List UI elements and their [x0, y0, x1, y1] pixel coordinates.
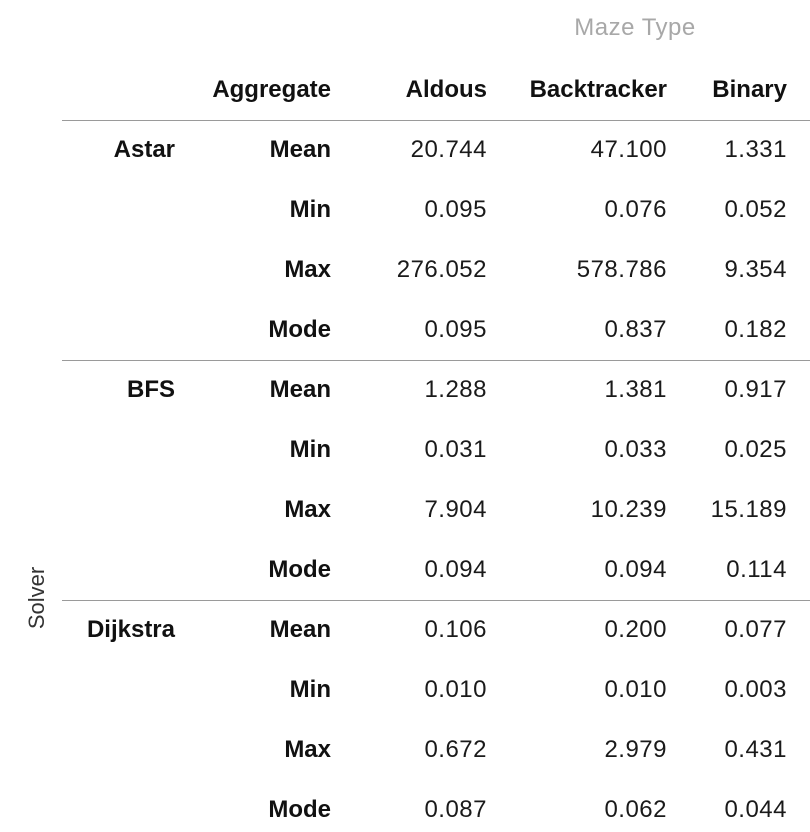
table-cell: 0.003	[724, 676, 787, 703]
table-cell: 15.189	[710, 496, 787, 523]
aggregate-label: Mode	[268, 316, 331, 343]
table-cell: 0.182	[724, 316, 787, 343]
aggregate-label: Mean	[269, 136, 331, 163]
table-cell: 0.672	[424, 736, 487, 763]
column-header-backtracker: Backtracker	[529, 76, 667, 103]
aggregate-label: Mean	[269, 616, 331, 643]
aggregate-label: Min	[289, 676, 331, 703]
table-cell: 0.010	[604, 676, 667, 703]
aggregate-label: Min	[289, 436, 331, 463]
table-cell: 0.106	[424, 616, 487, 643]
table-cell: 0.917	[724, 376, 787, 403]
group-divider	[62, 360, 810, 361]
table-cell: 9.354	[724, 256, 787, 283]
table-cell: 20.744	[410, 136, 487, 163]
table-cell: 0.025	[724, 436, 787, 463]
table-cell: 0.010	[424, 676, 487, 703]
table-cell: 0.062	[604, 796, 667, 823]
table-cell: 0.094	[604, 556, 667, 583]
table-cell: 0.095	[424, 196, 487, 223]
table-cell: 0.114	[726, 556, 787, 583]
aggregate-label: Max	[284, 736, 331, 763]
aggregate-label: Max	[284, 256, 331, 283]
group-divider	[62, 600, 810, 601]
header-divider	[62, 120, 810, 121]
table-cell: 0.033	[604, 436, 667, 463]
row-axis-title: Solver	[24, 566, 49, 630]
table-cell: 1.288	[424, 376, 487, 403]
table-cell: 0.076	[604, 196, 667, 223]
table-cell: 0.431	[724, 736, 787, 763]
table-cell: 1.381	[604, 376, 667, 403]
table-cell: 47.100	[590, 136, 667, 163]
table-cell: 0.837	[604, 316, 667, 343]
solver-label-astar: Astar	[113, 136, 175, 163]
table-cell: 0.087	[424, 796, 487, 823]
table-cell: 0.094	[424, 556, 487, 583]
aggregate-label: Mode	[268, 796, 331, 823]
table-cell: 2.979	[604, 736, 667, 763]
index-header: Aggregate	[212, 76, 331, 103]
table-cell: 0.200	[604, 616, 667, 643]
solver-label-bfs: BFS	[127, 376, 175, 403]
table-cell: 0.052	[724, 196, 787, 223]
table-cell: 0.077	[724, 616, 787, 643]
column-header-aldous: Aldous	[405, 76, 487, 103]
table-cell: 578.786	[576, 256, 667, 283]
table-cell: 10.239	[590, 496, 667, 523]
aggregate-label: Mode	[268, 556, 331, 583]
table-cell: 0.095	[424, 316, 487, 343]
column-axis-title: Maze Type	[574, 14, 696, 41]
table-cell: 0.031	[424, 436, 487, 463]
solver-label-dijkstra: Dijkstra	[86, 616, 175, 643]
table-cell: 276.052	[396, 256, 487, 283]
aggregate-label: Max	[284, 496, 331, 523]
table-cell: 1.331	[724, 136, 787, 163]
table-cell: 7.904	[424, 496, 487, 523]
aggregate-label: Min	[289, 196, 331, 223]
aggregate-label: Mean	[269, 376, 331, 403]
table-cell: 0.044	[724, 796, 787, 823]
column-header-binary: Binary	[712, 76, 787, 103]
